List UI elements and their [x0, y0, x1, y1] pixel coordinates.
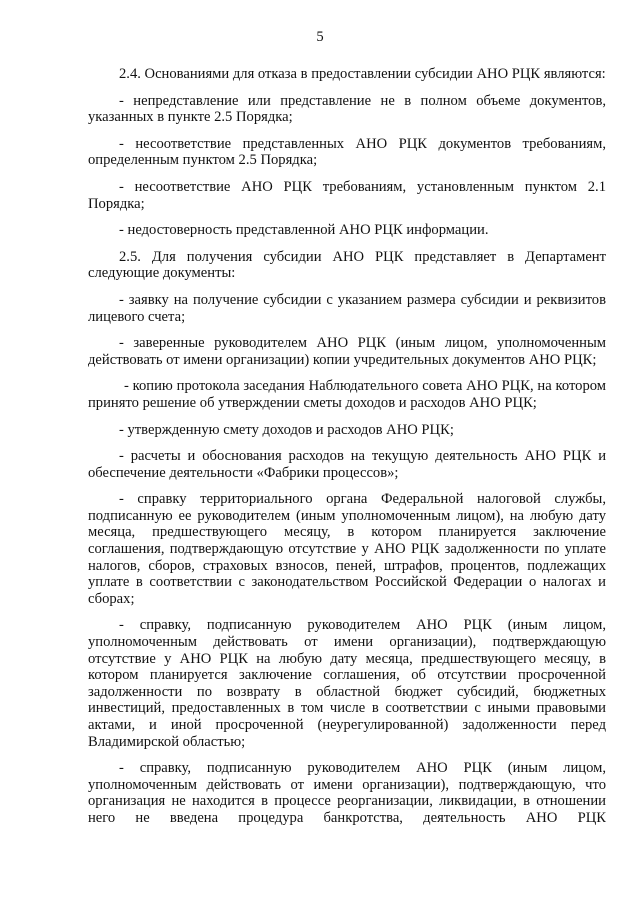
list-item: - утвержденную смету доходов и расходов АНО РЦК;	[119, 421, 454, 438]
list-item: - расчеты и обоснования расходов на текущую деятельность АНО РЦК и обеспечение деятельности «Фабрики процессов»;	[88, 448, 606, 481]
list-item: - заявку на получение субсидии с указанием размера субсидии и реквизитов лицевого счета;	[88, 291, 606, 325]
clause-2-5: 2.5. Для получения субсидии АНО РЦК представляет в Департамент следующие документы:	[88, 248, 606, 282]
list-item: - несоответствие АНО РЦК требованиям, установленным пунктом 2.1 Порядка;	[88, 178, 606, 212]
list-item: - справку территориального органа Федеральной налоговой службы, подписанную ее руководителем (иным уполномоченным лицом), на любую дату месяца, предшествующего месяцу, в котором планируется заключение соглашения, подтверждающую отсутствие у АНО РЦК задолженности по уплате налогов, сборов, страховых взносов, пеней, штрафов, процентов, подлежащих уплате в соответствии с законодательством Российской Федерации о налогах и сборах;	[88, 491, 606, 607]
list-item: - несоответствие представленных АНО РЦК документов требованиям, определенным пунктом 2.5 Порядка;	[88, 135, 606, 169]
list-item: - непредставление или представление не в полном объеме документов, указанных в пункте 2.5 Порядка;	[88, 92, 606, 126]
clause-2-4: 2.4. Основаниями для отказа в предоставлении субсидии АНО РЦК являются:	[119, 66, 606, 82]
list-item: - недостоверность представленной АНО РЦК информации.	[119, 222, 489, 239]
list-item: - копию протокола заседания Наблюдательного совета АНО РЦК, на котором принято решение об утверждении сметы доходов и расходов АНО РЦК;	[88, 378, 606, 411]
list-item: - справку, подписанную руководителем АНО РЦК (иным лицом, уполномоченным действовать от имени организации), подтверждающую отсутствие у АНО РЦК на любую дату месяца, предшествующего месяцу, в котором планируется заключение соглашения, об отсутствии просроченной задолженности по возврату в областной бюджет субсидий, бюджетных инвестиций, предоставленных в том числе в соответствии с иными правовыми актами, и иной просроченной (неурегулированной) задолженности перед Владимирской областью;	[88, 617, 606, 750]
list-item: - справку, подписанную руководителем АНО РЦК (иным лицом, уполномоченным действовать от имени организации), подтверждающую, что организация не находится в процессе реорганизации, ликвидации, в отношении него не введена процедура банкротства, деятельность АНО РЦК	[88, 760, 606, 826]
document-body	[88, 66, 606, 827]
list-item: - заверенные руководителем АНО РЦК (иным лицом, уполномоченным действовать от имени организации) копии учредительных документов АНО РЦК;	[88, 335, 606, 368]
page-number: 5	[316, 29, 324, 45]
